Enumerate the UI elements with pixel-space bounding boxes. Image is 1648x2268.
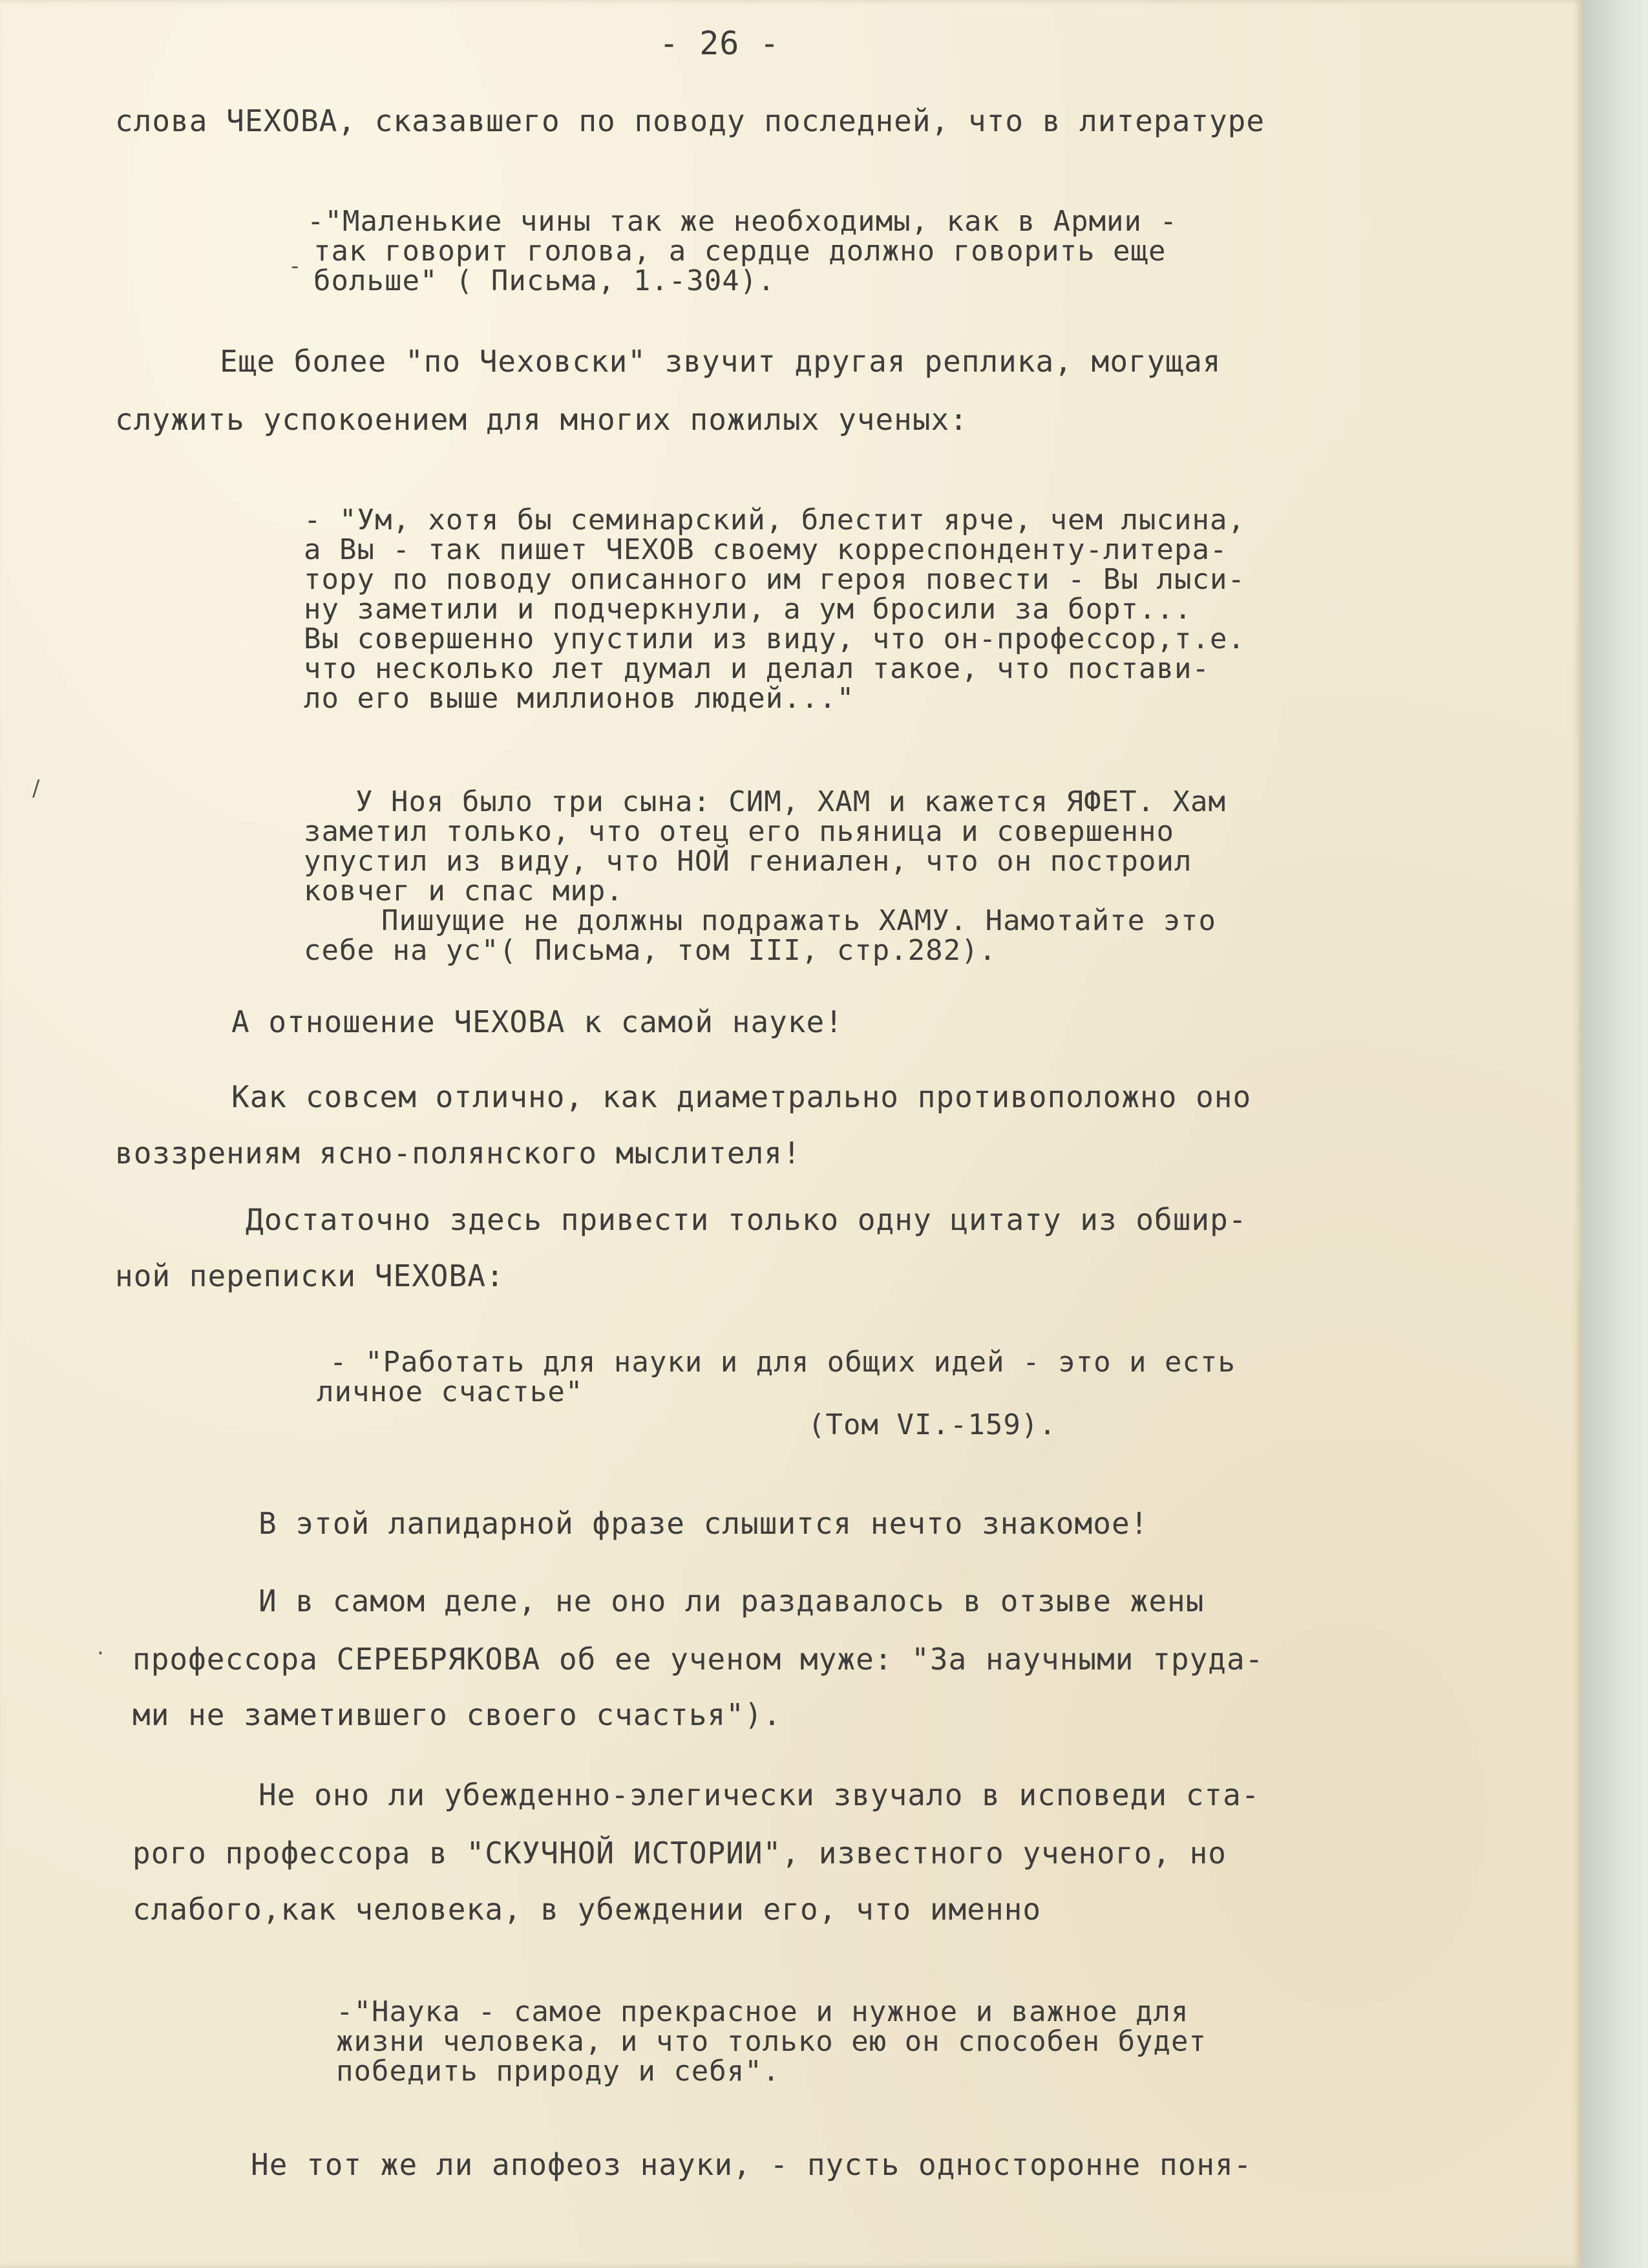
text-line: Не тот же ли апофеоз науки, - пусть односторонне поня- [251, 2147, 1252, 2182]
scanner-background [1582, 0, 1648, 2268]
margin-tick-mark: / [32, 776, 40, 801]
quote-line: так говорит голова, а сердце должно говорить еще [313, 235, 1167, 268]
text-line: Не оно ли убежденно-элегически звучало в исповеди ста- [259, 1777, 1260, 1812]
quote-line: - "Работать для науки и для общих идей - это и есть [330, 1346, 1236, 1379]
text-line: А отношение ЧЕХОВА к самой науке! [231, 1004, 843, 1039]
quote-line: победить природу и себя". [336, 2055, 781, 2088]
text-line: слабого,как человека, в убеждении его, что именно [132, 1892, 1042, 1927]
text-line: В этой лапидарной фразе слышится нечто знакомое! [259, 1506, 1149, 1541]
quote-line: заметил только, что отец его пьяница и совершенно [304, 815, 1175, 848]
text-line: Еще более "по Чеховски" звучит другая реплика, могущая [220, 344, 1221, 379]
text-line: рого профессора в "СКУЧНОЙ ИСТОРИИ", известного ученого, но [132, 1836, 1227, 1871]
quote-line: ну заметили и подчеркнули, а ум бросили за борт... [304, 593, 1192, 626]
text-line: воззрениям ясно-полянского мыслителя! [115, 1136, 801, 1171]
quote-line: -"Наука - самое прекрасное и нужное и важное для [336, 1995, 1189, 2028]
quote-citation: (Том VI.-159). [808, 1408, 1057, 1441]
quote-line: личное счастье" [317, 1375, 584, 1408]
text-line: служить успокоением для многих пожилых ученых: [115, 402, 968, 437]
text-line: Достаточно здесь привести только одну цитату из обшир- [246, 1202, 1247, 1237]
quote-line: У Ноя было три сына: СИМ, ХАМ и кажется ЯФЕТ. Хам [355, 785, 1227, 818]
text-line: ной переписки ЧЕХОВА: [115, 1258, 505, 1293]
page-number: - 26 - [659, 25, 780, 62]
quote-line: тору по поводу описанного им героя повести - Вы лыси- [304, 563, 1245, 596]
text-line: слова ЧЕХОВА, сказавшего по поводу последней, что в литературе [115, 103, 1265, 138]
quote-line: а Вы - так пишет ЧЕХОВ своему корреспонденту-литера- [304, 533, 1228, 566]
margin-hyphen-mark: - [291, 253, 299, 279]
quote-line: упустил из виду, что НОЙ гениален, что он построил [304, 845, 1192, 878]
quote-line: ло его выше миллионов людей..." [304, 682, 855, 715]
margin-dot-mark: · [97, 1640, 104, 1666]
text-line: И в самом деле, не оно ли раздавалось в отзыве жены [259, 1584, 1205, 1618]
quote-line: Пишущие не должны подражать ХАМУ. Намотайте это [381, 904, 1217, 937]
quote-line: себе на ус"( Письма, том III, стр.282). [304, 934, 997, 967]
text-line: Как совсем отлично, как диаметрально противоположно оно [231, 1079, 1252, 1114]
quote-line: - "Ум, хотя бы семинарский, блестит ярче, чем лысина, [304, 503, 1245, 536]
quote-line: больше" ( Письма, 1.-304). [313, 264, 776, 297]
quote-line: -"Маленькие чины так же необходимы, как в Армии - [307, 205, 1178, 238]
quote-line: что несколько лет думал и делал такое, что постави- [304, 652, 1210, 685]
quote-line: ковчег и спас мир. [304, 874, 624, 907]
text-line: профессора СЕРЕБРЯКОВА об ее ученом муже: "За научными труда- [132, 1642, 1264, 1677]
text-line: ми не заметившего своего счастья"). [132, 1697, 782, 1732]
quote-line: жизни человека, и что только ею он способен будет [336, 2025, 1207, 2058]
quote-line: Вы совершенно упустили из виду, что он-профессор,т.е. [304, 622, 1245, 655]
